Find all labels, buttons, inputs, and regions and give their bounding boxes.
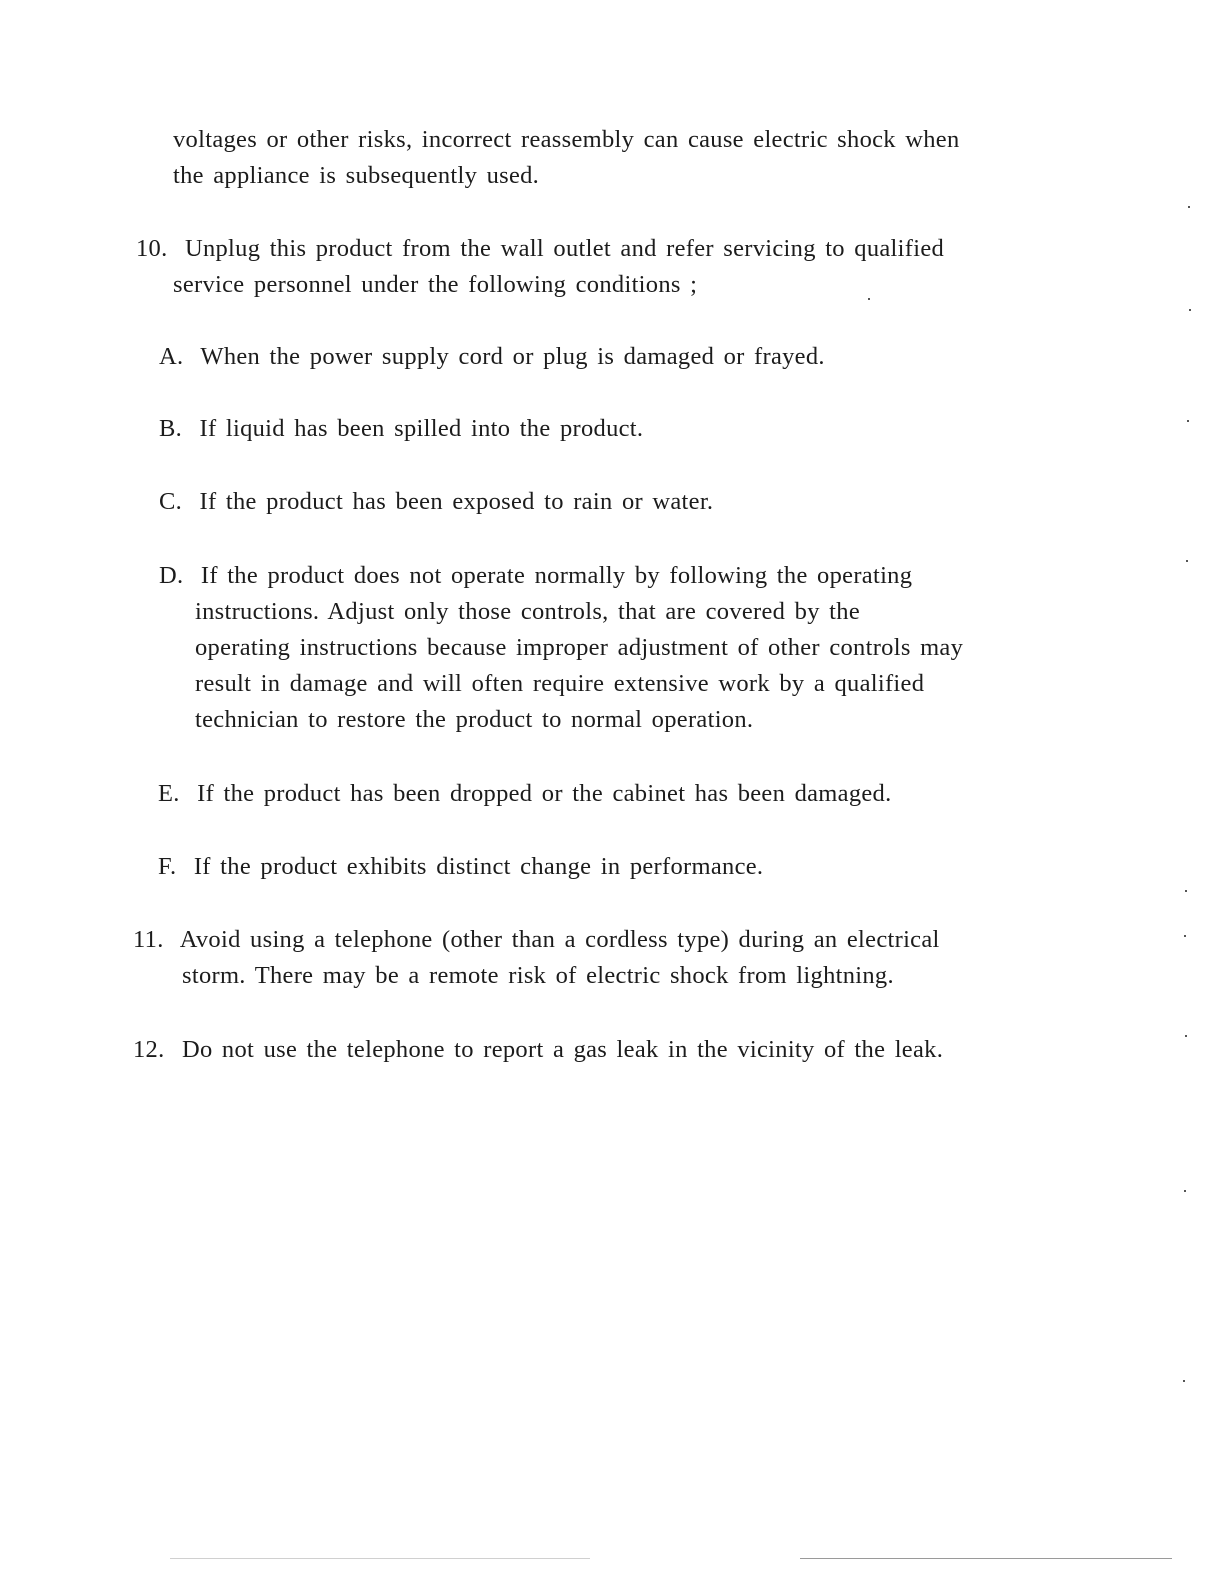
continuation-line-2: the appliance is subsequently used. bbox=[173, 162, 540, 189]
sub-item-b-marker: B. bbox=[159, 415, 183, 442]
bottom-scan-line bbox=[170, 1558, 590, 1559]
sub-item-c bbox=[159, 484, 713, 520]
sub-item-a bbox=[159, 339, 825, 375]
sub-item-d-line-1: If the product does not operate normally by following the operating bbox=[200, 562, 913, 589]
sub-item-e bbox=[158, 776, 892, 812]
sub-item-d bbox=[159, 558, 963, 738]
sub-item-b-text: If liquid has been spilled into the product. bbox=[199, 415, 644, 442]
sub-item-b bbox=[159, 411, 643, 447]
sub-item-d-line-5: technician to restore the product to normal operation. bbox=[195, 706, 754, 733]
sub-item-d-line-4: result in damage and will often require extensive work by a qualified bbox=[195, 670, 925, 697]
sub-item-a-text: When the power supply cord or plug is damaged or frayed. bbox=[200, 343, 825, 370]
list-item-10 bbox=[136, 231, 944, 303]
scan-speck bbox=[1184, 935, 1186, 937]
sub-item-f-marker: F. bbox=[158, 853, 177, 880]
scan-speck bbox=[1185, 890, 1187, 892]
item-11-line-2: storm. There may be a remote risk of electric shock from lightning. bbox=[182, 962, 894, 989]
scan-speck bbox=[1187, 420, 1189, 422]
item-10-line-1: Unplug this product from the wall outlet and refer servicing to qualified bbox=[184, 235, 945, 262]
sub-item-e-marker: E. bbox=[158, 780, 180, 807]
sub-item-c-marker: C. bbox=[159, 488, 183, 515]
item-10-number: 10. bbox=[136, 235, 168, 262]
item-10-line-2: service personnel under the following conditions ; bbox=[173, 271, 698, 298]
scan-speck bbox=[1186, 560, 1188, 562]
scan-speck bbox=[1189, 309, 1191, 311]
list-item-11 bbox=[133, 922, 940, 994]
scan-speck bbox=[1184, 1190, 1186, 1192]
item-12-number: 12. bbox=[133, 1036, 165, 1063]
scan-speck bbox=[1188, 206, 1190, 208]
item-11-line-1: Avoid using a telephone (other than a cordless type) during an electrical bbox=[179, 926, 940, 953]
sub-item-a-marker: A. bbox=[159, 343, 184, 370]
sub-item-d-marker: D. bbox=[159, 562, 184, 589]
item-12-text: Do not use the telephone to report a gas leak in the vicinity of the leak. bbox=[181, 1036, 944, 1063]
scan-speck bbox=[868, 298, 870, 300]
sub-item-c-text: If the product has been exposed to rain or water. bbox=[199, 488, 714, 515]
sub-item-f bbox=[158, 849, 763, 885]
continuation-line-1: voltages or other risks, incorrect reassembly can cause electric shock when bbox=[173, 126, 960, 153]
item-11-number: 11. bbox=[133, 926, 164, 953]
list-item-12 bbox=[133, 1032, 943, 1068]
sub-item-f-text: If the product exhibits distinct change in performance. bbox=[193, 853, 764, 880]
sub-item-d-line-3: operating instructions because improper adjustment of other controls may bbox=[195, 634, 964, 661]
scan-speck bbox=[1185, 1035, 1187, 1037]
sub-item-d-line-2: instructions. Adjust only those controls, that are covered by the bbox=[195, 598, 861, 625]
scan-speck bbox=[1183, 1380, 1185, 1382]
sub-item-e-text: If the product has been dropped or the cabinet has been damaged. bbox=[197, 780, 892, 807]
bottom-scan-line bbox=[800, 1558, 1172, 1559]
continuation-paragraph bbox=[173, 122, 960, 194]
